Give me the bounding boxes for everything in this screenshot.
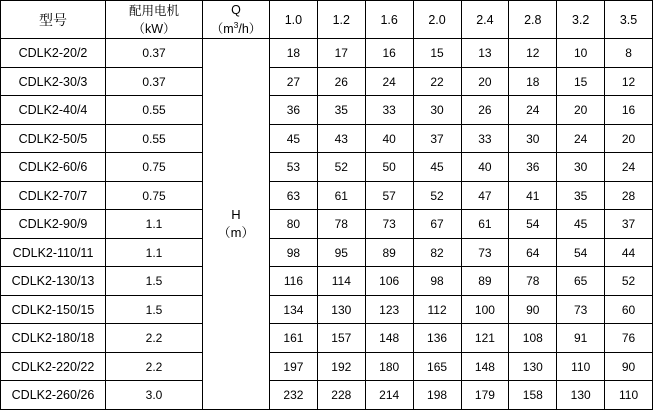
cell-head-value: 37 — [605, 210, 653, 239]
cell-head-value: 232 — [270, 381, 318, 410]
cell-head-value: 161 — [270, 324, 318, 353]
cell-head-value: 45 — [270, 124, 318, 153]
cell-head-value: 89 — [365, 238, 413, 267]
cell-head-value: 40 — [461, 153, 509, 182]
column-header-flow-2: 1.2 — [317, 1, 365, 39]
motor-power-label-line2: （kW） — [132, 21, 176, 36]
column-header-flow-4: 2.0 — [413, 1, 461, 39]
cell-head-value: 33 — [461, 124, 509, 153]
cell-head-value: 26 — [461, 96, 509, 125]
cell-model: CDLK2-180/18 — [1, 324, 106, 353]
cell-model: CDLK2-110/11 — [1, 238, 106, 267]
cell-head-value: 76 — [605, 324, 653, 353]
cell-head-value: 64 — [509, 238, 557, 267]
cell-head-value: 157 — [317, 324, 365, 353]
cell-head-value: 78 — [509, 267, 557, 296]
column-header-model: 型号 — [1, 1, 106, 39]
cell-head-value: 179 — [461, 381, 509, 410]
cell-model: CDLK2-20/2 — [1, 39, 106, 68]
cell-model: CDLK2-70/7 — [1, 181, 106, 210]
cell-head-value: 82 — [413, 238, 461, 267]
column-header-flow-8: 3.5 — [605, 1, 653, 39]
cell-head-value: 18 — [270, 39, 318, 68]
cell-head-value: 43 — [317, 124, 365, 153]
cell-head-value: 45 — [557, 210, 605, 239]
cell-motor-power: 0.75 — [106, 181, 203, 210]
table-row — [1, 39, 653, 68]
cell-head-value: 130 — [557, 381, 605, 410]
table-row — [1, 124, 653, 153]
cell-head-value: 63 — [270, 181, 318, 210]
cell-head-value: 214 — [365, 381, 413, 410]
cell-head-value: 158 — [509, 381, 557, 410]
table-row — [1, 267, 653, 296]
cell-head-value: 37 — [413, 124, 461, 153]
cell-head-value: 24 — [605, 153, 653, 182]
cell-head-value: 98 — [270, 238, 318, 267]
flow-unit-prefix: （m — [210, 22, 234, 37]
cell-head-value: 148 — [365, 324, 413, 353]
cell-head-value: 95 — [317, 238, 365, 267]
cell-head-value: 24 — [365, 67, 413, 96]
cell-head-value: 16 — [365, 39, 413, 68]
cell-head-value: 24 — [509, 96, 557, 125]
cell-head-value: 17 — [317, 39, 365, 68]
cell-head-value: 41 — [509, 181, 557, 210]
column-header-flow-3: 1.6 — [365, 1, 413, 39]
cell-head-value: 136 — [413, 324, 461, 353]
cell-head-value: 98 — [413, 267, 461, 296]
flow-unit-suffix: /h） — [238, 22, 262, 37]
cell-head-value: 73 — [557, 295, 605, 324]
cell-head-value: 24 — [557, 124, 605, 153]
cell-head-value: 27 — [270, 67, 318, 96]
cell-head-value: 90 — [509, 295, 557, 324]
cell-head-value: 47 — [461, 181, 509, 210]
cell-motor-power: 1.1 — [106, 210, 203, 239]
cell-head-value: 52 — [413, 181, 461, 210]
cell-head-value: 15 — [413, 39, 461, 68]
cell-head-value: 114 — [317, 267, 365, 296]
cell-head-value: 30 — [557, 153, 605, 182]
cell-head-value: 13 — [461, 39, 509, 68]
table-row — [1, 295, 653, 324]
cell-head-value: 106 — [365, 267, 413, 296]
column-header-flow-unit — [203, 1, 270, 39]
cell-head-value: 52 — [605, 267, 653, 296]
column-header-flow-7: 3.2 — [557, 1, 605, 39]
cell-head-value: 60 — [605, 295, 653, 324]
cell-head-value: 197 — [270, 352, 318, 381]
cell-head-value: 91 — [557, 324, 605, 353]
cell-head-value: 134 — [270, 295, 318, 324]
cell-head-value: 8 — [605, 39, 653, 68]
cell-head-value: 53 — [270, 153, 318, 182]
cell-model: CDLK2-260/26 — [1, 381, 106, 410]
table-row — [1, 238, 653, 267]
cell-head-value: 65 — [557, 267, 605, 296]
cell-head-value: 33 — [365, 96, 413, 125]
cell-head-value: 121 — [461, 324, 509, 353]
cell-head-value: 52 — [317, 153, 365, 182]
cell-head-value: 18 — [509, 67, 557, 96]
cell-head-value: 35 — [557, 181, 605, 210]
cell-motor-power: 3.0 — [106, 381, 203, 410]
column-header-flow-6: 2.8 — [509, 1, 557, 39]
cell-head-value: 20 — [557, 96, 605, 125]
cell-motor-power: 0.55 — [106, 124, 203, 153]
cell-head-value: 20 — [605, 124, 653, 153]
cell-motor-power: 1.1 — [106, 238, 203, 267]
cell-head-value: 100 — [461, 295, 509, 324]
cell-head-value: 15 — [557, 67, 605, 96]
table-header-row — [1, 1, 653, 39]
cell-head-value: 198 — [413, 381, 461, 410]
cell-motor-power: 0.37 — [106, 39, 203, 68]
cell-model: CDLK2-60/6 — [1, 153, 106, 182]
cell-head-value: 110 — [605, 381, 653, 410]
flow-unit-label — [203, 19, 269, 38]
cell-head-value: 165 — [413, 352, 461, 381]
cell-head-value: 16 — [605, 96, 653, 125]
cell-head-value: 148 — [461, 352, 509, 381]
cell-head-value: 73 — [365, 210, 413, 239]
cell-head-value: 12 — [509, 39, 557, 68]
cell-head-value: 36 — [270, 96, 318, 125]
cell-head-value: 36 — [509, 153, 557, 182]
cell-motor-power: 2.2 — [106, 324, 203, 353]
table-row — [1, 181, 653, 210]
cell-head-value: 61 — [461, 210, 509, 239]
cell-motor-power: 2.2 — [106, 352, 203, 381]
cell-head-unit — [203, 39, 270, 410]
cell-head-value: 130 — [509, 352, 557, 381]
cell-head-value: 22 — [413, 67, 461, 96]
cell-head-value: 50 — [365, 153, 413, 182]
cell-head-value: 112 — [413, 295, 461, 324]
head-symbol-label: H — [231, 207, 241, 223]
cell-head-value: 78 — [317, 210, 365, 239]
cell-head-value: 67 — [413, 210, 461, 239]
table-row — [1, 210, 653, 239]
cell-head-value: 54 — [557, 238, 605, 267]
table-row — [1, 153, 653, 182]
cell-head-value: 30 — [413, 96, 461, 125]
cell-head-value: 116 — [270, 267, 318, 296]
cell-head-value: 40 — [365, 124, 413, 153]
cell-head-value: 180 — [365, 352, 413, 381]
head-unit-label: （m） — [217, 225, 255, 241]
table-row — [1, 96, 653, 125]
table-row — [1, 352, 653, 381]
cell-model: CDLK2-130/13 — [1, 267, 106, 296]
cell-head-value: 80 — [270, 210, 318, 239]
cell-motor-power: 1.5 — [106, 295, 203, 324]
column-header-motor-power — [106, 1, 203, 39]
cell-head-value: 26 — [317, 67, 365, 96]
cell-head-value: 12 — [605, 67, 653, 96]
cell-motor-power: 0.55 — [106, 96, 203, 125]
cell-head-value: 35 — [317, 96, 365, 125]
cell-head-value: 108 — [509, 324, 557, 353]
cell-motor-power: 0.37 — [106, 67, 203, 96]
cell-model: CDLK2-40/4 — [1, 96, 106, 125]
cell-model: CDLK2-50/5 — [1, 124, 106, 153]
cell-model: CDLK2-90/9 — [1, 210, 106, 239]
cell-head-value: 130 — [317, 295, 365, 324]
table-row — [1, 324, 653, 353]
cell-head-value: 30 — [509, 124, 557, 153]
cell-head-value: 73 — [461, 238, 509, 267]
cell-head-value: 89 — [461, 267, 509, 296]
table-body — [1, 39, 653, 410]
cell-head-value: 123 — [365, 295, 413, 324]
column-header-flow-5: 2.4 — [461, 1, 509, 39]
cell-model: CDLK2-30/3 — [1, 67, 106, 96]
cell-head-value: 10 — [557, 39, 605, 68]
table-row — [1, 381, 653, 410]
cell-head-value: 61 — [317, 181, 365, 210]
cell-head-value: 192 — [317, 352, 365, 381]
flow-unit-exponent: 3 — [233, 20, 239, 31]
cell-head-value: 44 — [605, 238, 653, 267]
cell-head-value: 45 — [413, 153, 461, 182]
cell-head-value: 54 — [509, 210, 557, 239]
cell-head-value: 20 — [461, 67, 509, 96]
cell-head-value: 57 — [365, 181, 413, 210]
flow-symbol-label: Q — [231, 3, 241, 17]
motor-power-label-line1: 配用电机 — [128, 3, 179, 18]
cell-head-value: 90 — [605, 352, 653, 381]
cell-model: CDLK2-150/15 — [1, 295, 106, 324]
cell-head-value: 110 — [557, 352, 605, 381]
cell-head-value: 28 — [605, 181, 653, 210]
cell-motor-power: 1.5 — [106, 267, 203, 296]
cell-model: CDLK2-220/22 — [1, 352, 106, 381]
table-header — [1, 1, 653, 39]
table-row — [1, 67, 653, 96]
cell-motor-power: 0.75 — [106, 153, 203, 182]
column-header-flow-1: 1.0 — [270, 1, 318, 39]
cell-head-value: 228 — [317, 381, 365, 410]
